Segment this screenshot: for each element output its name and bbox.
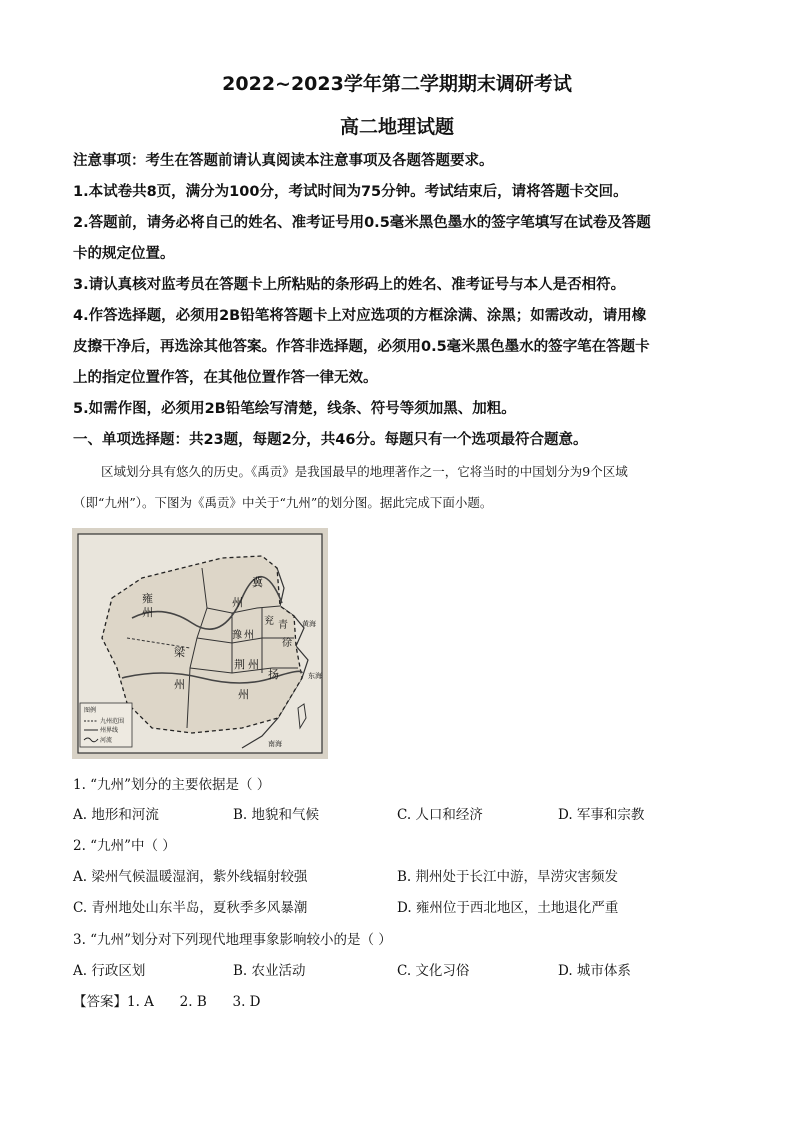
note-4: 4.作答选择题，必须用2B铅笔将答题卡上对应选项的方框涂满、涂黑；如需改动，请用橡 [73, 308, 647, 324]
map-label-qing: 青 [278, 620, 288, 631]
note-2: 2.答题前，请务必将自己的姓名、准考证号用0.5毫米黑色墨水的签字笔填写在试卷及答题 [73, 215, 651, 231]
map-label-sea1: 黄海 [302, 620, 316, 628]
q2-option-b: B. 荆州处于长江中游，旱涝灾害频发 [397, 869, 619, 885]
legend-title: 图例 [84, 707, 97, 714]
map-label-yan: 兖 [264, 616, 274, 627]
answer-text: 1. A 2. B 3. D [127, 994, 261, 1010]
answer-line [73, 993, 261, 1011]
q3-option-c: C. 文化习俗 [397, 963, 470, 979]
map-label-yang-zhou: 州 [238, 688, 249, 701]
jiuzhou-map [72, 528, 328, 759]
map-label-jing: 荆 [234, 658, 245, 671]
intro-line-2: （即“九州”）。下图为《禹贡》中关于“九州”的划分图。据此完成下面小题。 [73, 495, 493, 510]
question-3-stem: 3. “九州”划分对下列现代地理事象影响较小的是（ ） [73, 932, 392, 948]
question-2-stem: 2. “九州”中（ ） [73, 838, 176, 854]
notes-heading: 注意事项：考生在答题前请认真阅读本注意事项及各题答题要求。 [73, 153, 494, 169]
q3-option-a: A. 行政区划 [73, 963, 146, 979]
map-label-ji: 冀 [252, 576, 263, 589]
legend-item-boundary: 州界线 [100, 727, 119, 734]
q1-option-a: A. 地形和河流 [73, 807, 159, 823]
note-4-cont: 皮擦干净后，再选涂其他答案。作答非选择题，必须用0.5毫米黑色墨水的签字笔在答题卡 [73, 339, 650, 355]
legend-item-range: 九州范围 [100, 718, 125, 725]
note-2-cont: 卡的规定位置。 [73, 246, 175, 262]
q1-option-c: C. 人口和经济 [397, 807, 483, 823]
map-label-sea2: 东海 [308, 672, 322, 680]
question-1-stem: 1. “九州”划分的主要依据是（ ） [73, 777, 271, 793]
q3-option-b: B. 农业活动 [233, 963, 306, 979]
q2-option-d: D. 雍州位于西北地区，土地退化严重 [397, 900, 619, 916]
q3-option-d: D. 城市体系 [558, 963, 631, 979]
map-label-yu: 豫 [232, 630, 242, 641]
map-label-yong: 雍 [142, 592, 153, 605]
note-1: 1.本试卷共8页，满分为100分，考试时间为75分钟。考试结束后，请将答题卡交回。 [73, 184, 628, 200]
intro-line-1: 区域划分具有悠久的历史。《禹贡》是我国最早的地理著作之一，它将当时的中国划分为9个区域 [101, 464, 628, 479]
map-label-ji-zhou: 州 [232, 596, 243, 609]
q2-option-c: C. 青州地处山东半岛，夏秋季多风暴潮 [73, 900, 308, 916]
map-label-liang-zhou: 州 [174, 678, 185, 691]
map-label-jing-zhou: 州 [248, 658, 259, 671]
map-label-xu: 徐 [282, 638, 292, 649]
q1-option-b: B. 地貌和气候 [233, 807, 320, 823]
exam-subtitle: 高二地理试题 [339, 116, 454, 138]
section-heading: 一、单项选择题：共23题，每题2分，共46分。每题只有一个选项最符合题意。 [73, 432, 588, 448]
note-4-cont2: 上的指定位置作答，在其他位置作答一律无效。 [73, 370, 378, 386]
map-label-yong-zhou: 州 [142, 606, 153, 619]
note-3: 3.请认真核对监考员在答题卡上所粘贴的条形码上的姓名、准考证号与本人是否相符。 [73, 277, 626, 293]
map-label-sea3: 南海 [268, 740, 282, 748]
map-label-yang: 扬 [268, 668, 279, 681]
q1-option-d: D. 军事和宗教 [558, 807, 645, 823]
answer-tag: 【答案】 [73, 994, 127, 1010]
q2-option-a: A. 梁州气候温暖湿润，紫外线辐射较强 [73, 869, 308, 885]
exam-title: 2022~2023学年第二学期期末调研考试 [222, 73, 572, 95]
note-5: 5.如需作图，必须用2B铅笔绘写清楚，线条、符号等须加黑、加粗。 [73, 401, 516, 417]
map-label-yu-zhou: 州 [244, 630, 254, 641]
legend-item-river: 河流 [100, 737, 113, 744]
map-label-liang: 梁 [174, 646, 185, 659]
